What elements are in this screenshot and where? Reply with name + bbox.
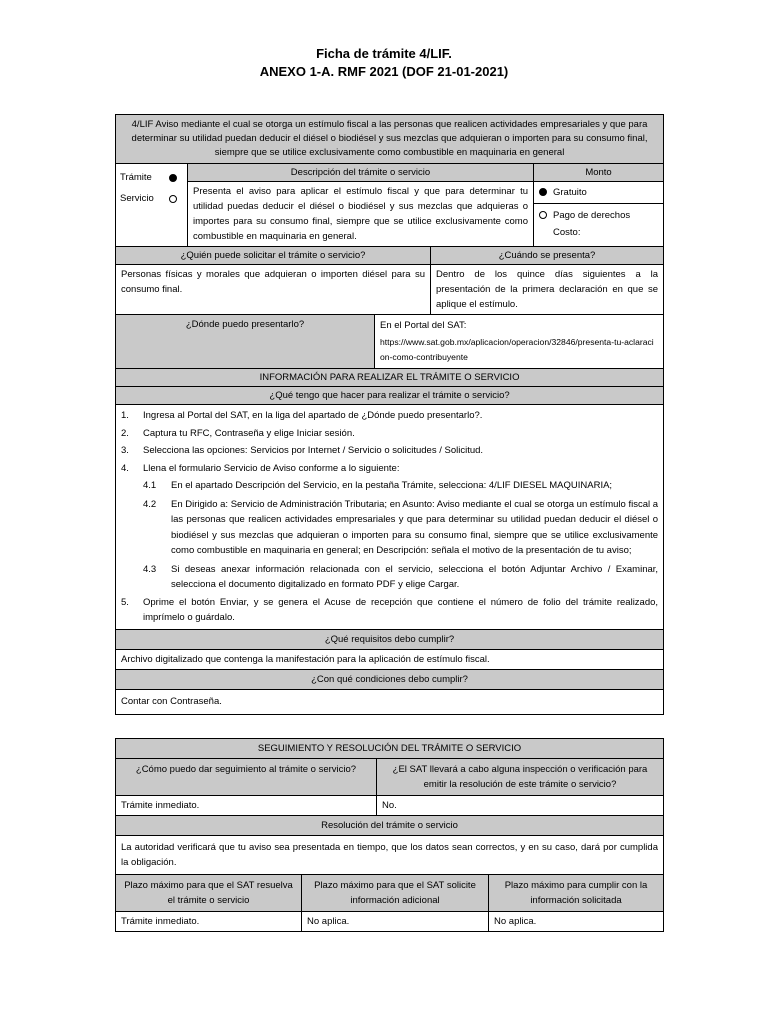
condiciones-header: ¿Con qué condiciones debo cumplir? <box>116 669 664 689</box>
descripcion-text: Presenta el aviso para aplicar el estímulo fiscal y que para determinar tu utilidad puedas deducir el diésel o biodiésel y sus mezclas que adquieras o importes para su consumo final, siempre que se utilice exclusivamente como combustible en maquinaria en general. <box>188 182 534 247</box>
costo-label: Costo: <box>553 227 581 238</box>
cuando-header: ¿Cuándo se presenta? <box>431 247 664 265</box>
step-number: 1. <box>121 410 129 421</box>
plazo3-value: No aplica. <box>489 912 664 932</box>
seguimiento-q2: ¿El SAT llevará a cabo alguna inspección o verificación para emitir la resolución de este trámite o servicio? <box>377 759 664 796</box>
quien-header: ¿Quién puede solicitar el trámite o servicio? <box>116 247 431 265</box>
step-text: Ingresa al Portal del SAT, en la liga del apartado de ¿Dónde puedo presentarlo?. <box>143 410 483 421</box>
substep-number: 4.3 <box>143 563 157 575</box>
step-text: Selecciona las opciones: Servicios por Internet / Servicio o solicitudes / Solicitud. <box>143 445 484 456</box>
monto-cell <box>534 182 664 247</box>
substep-text: En el apartado Descripción del Servicio, en la pestaña Trámite, selecciona: 4/LIF DIESEL MAQUINARIA; <box>171 480 613 491</box>
seguimiento-a1: Trámite inmediato. <box>116 796 377 816</box>
plazo2-header: Plazo máximo para que el SAT solicite información adicional <box>302 875 489 912</box>
step-item <box>121 443 658 459</box>
step-number: 2. <box>121 427 129 439</box>
tramite-table <box>115 114 664 715</box>
monto-header: Monto <box>534 164 664 182</box>
servicio-label: Servicio <box>120 193 154 204</box>
gratuito-selected-radio-icon <box>539 188 547 196</box>
tipo-cell <box>116 164 188 247</box>
step-number: 5. <box>121 596 129 608</box>
substep-item <box>121 497 658 559</box>
step-item <box>121 426 658 442</box>
seguimiento-table <box>115 738 664 932</box>
substep-text: En Dirigido a: Servicio de Administración Tributaria; en Asunto: Aviso mediante el cual se otorga un estímulo fiscal a las personas que realicen actividades empresariales y que para determinar su utilidad puedan deducir el diésel o biodiésel y sus mezclas que adquieran o importen para su consumo final, siempre que se utilice exclusivamente como combustible en maquinaria en general; en Descripción: señala el motivo de la presentación de tu aviso; <box>171 498 659 556</box>
plazo2-value: No aplica. <box>302 912 489 932</box>
requisitos-text: Archivo digitalizado que contenga la manifestación para la aplicación de estímulo fiscal. <box>116 649 664 669</box>
document-title: Ficha de trámite 4/LIF. <box>316 46 452 61</box>
tramite-label: Trámite <box>120 172 152 183</box>
descripcion-header: Descripción del trámite o servicio <box>188 164 534 182</box>
que-hacer-header: ¿Qué tengo que hacer para realizar el trámite o servicio? <box>116 387 664 405</box>
info-header: INFORMACIÓN PARA REALIZAR EL TRÁMITE O SERVICIO <box>116 369 664 387</box>
substep-item <box>121 478 658 494</box>
seguimiento-header: SEGUIMIENTO Y RESOLUCIÓN DEL TRÁMITE O SERVICIO <box>116 739 664 759</box>
cuando-text: Dentro de los quince días siguientes a la presentación de la primera declaración en que se aplique el estímulo. <box>431 265 664 315</box>
resolucion-header: Resolución del trámite o servicio <box>116 816 664 836</box>
substep-number: 4.2 <box>143 498 157 510</box>
plazo1-value: Trámite inmediato. <box>116 912 302 932</box>
plazo3-header: Plazo máximo para cumplir con la información solicitada <box>489 875 664 912</box>
substep-item <box>121 562 658 593</box>
gratuito-label: Gratuito <box>553 187 587 198</box>
step-item <box>121 461 658 477</box>
donde-text: En el Portal del SAT: <box>380 320 467 331</box>
quien-text: Personas físicas y morales que adquieran o importen diésel para su consumo final. <box>116 265 431 315</box>
seguimiento-a2: No. <box>377 796 664 816</box>
servicio-empty-radio-icon <box>169 195 177 203</box>
plazo1-header: Plazo máximo para que el SAT resuelva el trámite o servicio <box>116 875 302 912</box>
resolucion-text: La autoridad verificará que tu aviso sea presentada en tiempo, que los datos sean correctos, y en su caso, dará por cumplida la obligación. <box>116 836 664 875</box>
donde-label: ¿Dónde puedo presentarlo? <box>116 315 375 369</box>
step-number: 4. <box>121 462 129 474</box>
steps-cell <box>116 405 664 630</box>
step-number: 3. <box>121 445 129 456</box>
tramite-heading: 4/LIF Aviso mediante el cual se otorga un estímulo fiscal a las personas que realicen actividades empresariales y que para determinar su utilidad puedan deducir el diésel o biodiésel y sus mezclas que adquieran o importen para su consumo final, siempre que se utilice exclusivamente como combustible en maquinaria en general <box>116 115 664 164</box>
pago-option <box>534 204 663 244</box>
requisitos-header: ¿Qué requisitos debo cumplir? <box>116 629 664 649</box>
substep-number: 4.1 <box>143 480 157 491</box>
step-item <box>121 408 658 424</box>
pago-empty-radio-icon <box>539 211 547 219</box>
step-text: Captura tu RFC, Contraseña y elige Iniciar sesión. <box>143 427 355 439</box>
substep-text: Si deseas anexar información relacionada con el servicio, selecciona el botón Adjuntar Archivo / Examinar, selecciona el documento digitalizado en formato PDF y elige Cargar. <box>171 563 659 590</box>
tramite-selected-radio-icon <box>169 174 177 182</box>
step-text: Oprime el botón Enviar, y se genera el Acuse de recepción que contiene el número de folio del trámite realizado, imprímelo o guárdalo. <box>143 596 659 623</box>
seguimiento-q1: ¿Cómo puedo dar seguimiento al trámite o servicio? <box>116 759 377 796</box>
pago-label: Pago de derechos <box>553 210 631 221</box>
gratuito-option <box>534 182 663 204</box>
step-item <box>121 595 658 626</box>
donde-cell <box>375 315 664 369</box>
condiciones-text: Contar con Contraseña. <box>116 689 664 714</box>
donde-url-link[interactable]: https://www.sat.gob.mx/aplicacion/operacion/32846/presenta-tu-aclaracion-como-contribuyente <box>380 337 654 362</box>
document-subtitle: ANEXO 1-A. RMF 2021 (DOF 21-01-2021) <box>259 64 509 79</box>
step-text: Llena el formulario Servicio de Aviso conforme a lo siguiente: <box>143 462 400 474</box>
